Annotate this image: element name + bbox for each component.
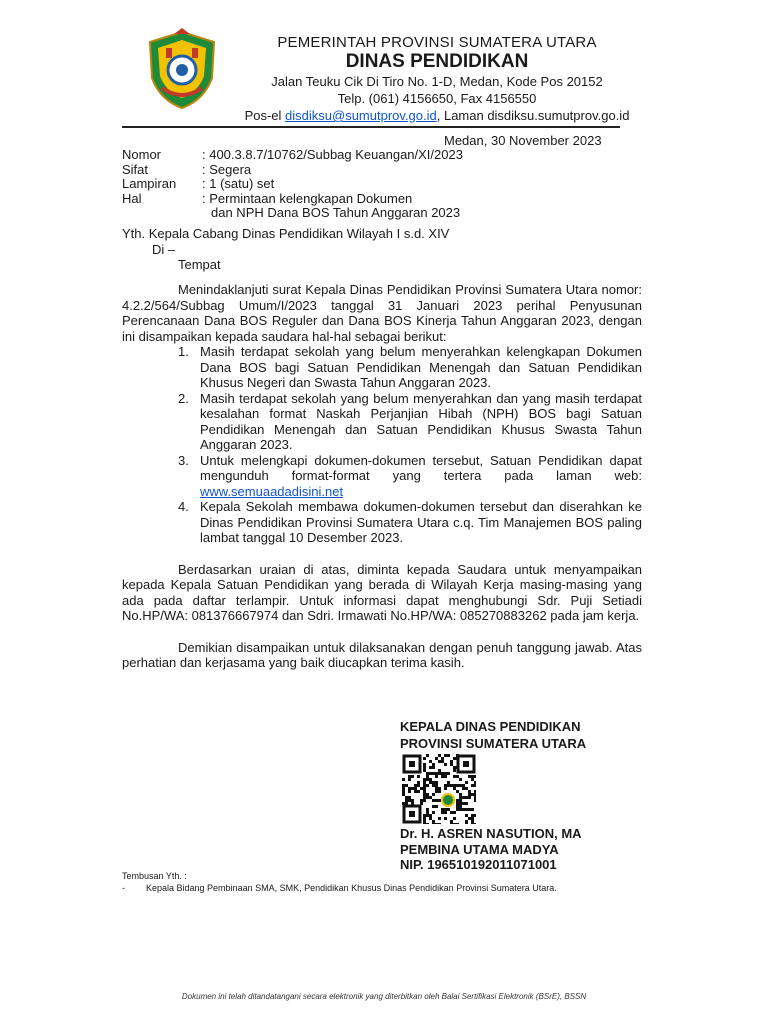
signer-nip: NIP. 196510192011071001	[400, 857, 557, 872]
meta-value: dan NPH Dana BOS Tahun Anggaran 2023	[211, 205, 461, 220]
list-text: Masih terdapat sekolah yang belum menyerahkan kelengkapan Dokumen Dana BOS bagi Satuan Pendidikan Menengah dan Satuan Pendidikan Khusus Negeri dan Swasta Tahun Anggaran 2023.	[200, 344, 642, 390]
header-divider	[122, 126, 620, 128]
meta-value: : 400.3.8.7/10762/Subbag Keuangan/XI/2023	[202, 147, 463, 162]
letter-body	[122, 282, 642, 671]
meta-label: Sifat	[122, 161, 149, 177]
meta-label: Nomor	[122, 147, 162, 162]
meta-value: : 1 (satu) set	[202, 176, 275, 191]
signer-position: KEPALA DINAS PENDIDIKAN	[400, 719, 581, 734]
meta-row-lampiran	[122, 177, 463, 192]
letterhead	[232, 34, 642, 124]
signer-identity	[400, 826, 582, 873]
addressee	[122, 226, 449, 273]
cc-heading: Tembusan Yth. :	[122, 871, 187, 881]
email-link[interactable]: disdiksu@sumutprov.go.id	[285, 108, 437, 123]
meta-label-empty	[122, 206, 202, 221]
list-number: 2.	[178, 390, 189, 406]
list-text: Untuk melengkapi dokumen-dokumen tersebut, Satuan Pendidikan dapat mengunduh format-format yang tertera pada laman web:	[200, 452, 642, 483]
signer-rank: PEMBINA UTAMA MADYA	[400, 841, 559, 857]
cc-dash: -	[122, 883, 125, 893]
letterhead-government: PEMERINTAH PROVINSI SUMATERA UTARA	[277, 34, 597, 51]
addressee-place: Tempat	[178, 257, 221, 272]
list-text: Masih terdapat sekolah yang belum menyerahkan dan yang masih terdapat kesalahan format Naskah Perjanjian Hibah (NPH) BOS bagi Satuan Pendidikan Menengah dan Satuan Pendidikan Khusus Swasta Tahun Anggaran 2023.	[200, 390, 642, 452]
list-number: 1.	[178, 344, 189, 359]
signature-block-title	[400, 718, 586, 752]
list-number: 3.	[178, 452, 189, 468]
meta-row-hal-cont	[122, 206, 463, 221]
meta-value: : Segera	[202, 161, 252, 177]
addressee-di: Di –	[152, 241, 176, 257]
list-text-with-link	[200, 453, 642, 500]
list-number: 4.	[178, 499, 189, 514]
meta-value: : Permintaan kelengkapan Dokumen	[202, 190, 413, 206]
download-link[interactable]: www.semuaadadisini.net	[200, 483, 344, 499]
province-emblem-icon	[144, 28, 220, 112]
addressee-to: Yth. Kepala Cabang Dinas Pendidikan Wilayah I s.d. XIV	[122, 226, 450, 241]
meta-row-hal	[122, 192, 463, 207]
paragraph-closing: Demikian disampaikan untuk dilaksanakan dengan penuh tanggung jawab. Atas perhatian dan kerjasama yang baik diucapkan terima kasih.	[122, 639, 642, 670]
meta-row-nomor	[122, 148, 463, 163]
qr-code-icon	[402, 754, 476, 824]
intro-paragraph: Menindaklanjuti surat Kepala Dinas Pendidikan Provinsi Sumatera Utara nomor: 4.2.2/564/Subbag Umum/I/2023 tanggal 31 Januari 2023 perihal Penyusunan Perencanaan Dana BOS Reguler dan Dana BOS Kinerja Tahun Anggaran 2023, dengan ini disampaikan kepada saudara hal-hal sebagai berikut:	[122, 282, 642, 344]
website-text: , Laman disdiksu.sumutprov.go.id	[436, 108, 630, 123]
letterhead-address: Jalan Teuku Cik Di Tiro No. 1-D, Medan, Kode Pos 20152	[271, 74, 603, 89]
list-item	[122, 499, 642, 546]
email-prefix: Pos-el	[244, 108, 286, 123]
cc-item	[122, 882, 557, 894]
letterhead-contact	[232, 107, 642, 124]
list-text: Kepala Sekolah membawa dokumen-dokumen tersebut dan diserahkan ke Dinas Pendidikan Provinsi Sumatera Utara c.q. Tim Manajemen BOS paling lambat tanggal 10 Desember 2023.	[200, 499, 642, 545]
e-signature-footer: Dokumen ini telah ditandatangani secara elektronik yang diterbitkan oleh Balai Sertifikasi Elektronik (BSrE), BSSN	[181, 992, 587, 1001]
list-item	[122, 453, 642, 500]
meta-row-sifat	[122, 163, 463, 178]
list-item	[122, 391, 642, 453]
letterhead-phone: Telp. (061) 4156650, Fax 4156550	[337, 91, 537, 106]
carbon-copy	[122, 870, 557, 894]
letterhead-agency: DINAS PENDIDIKAN	[345, 51, 529, 72]
letter-meta	[122, 148, 463, 221]
meta-label: Hal	[122, 190, 142, 206]
cc-text: Kepala Bidang Pembinaan SMA, SMK, Pendidikan Khusus Dinas Pendidikan Provinsi Sumatera Utara.	[146, 883, 557, 893]
signer-name: Dr. H. ASREN NASUTION, MA	[400, 826, 582, 841]
paragraph-instruction: Berdasarkan uraian di atas, diminta kepada Saudara untuk menyampaikan kepada Kepala Satuan Pendidikan yang berada di Wilayah Kerja masing-masing yang ada pada daftar terlampir. Untuk informasi dapat menghubungi Sdr. Puji Setiadi No.HP/WA: 081376667974 dan Sdri. Irmawati No.HP/WA: 085270883262 pada jam kerja.	[122, 561, 642, 623]
signer-province: PROVINSI SUMATERA UTARA	[400, 736, 587, 751]
meta-label: Lampiran	[122, 176, 177, 191]
letter-date: Medan, 30 November 2023	[444, 133, 602, 148]
points-list	[122, 344, 642, 546]
list-item	[122, 344, 642, 391]
